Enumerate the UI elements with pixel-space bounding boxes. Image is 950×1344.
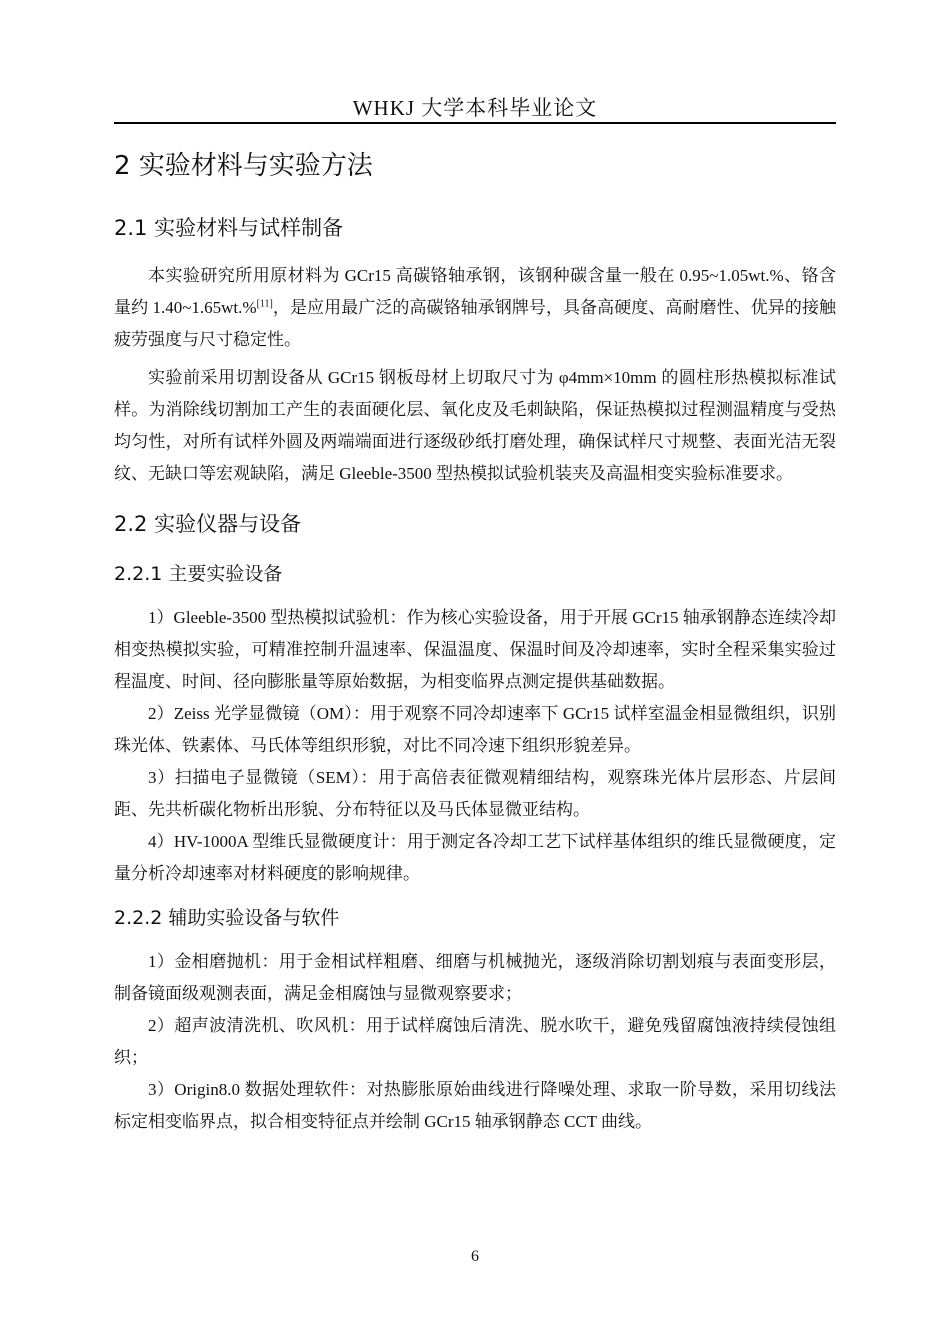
paragraph-specimen-prep: 实验前采用切割设备从 GCr15 钢板母材上切取尺寸为 φ4mm×10mm 的圆柱形热模拟标准试样。为消除线切割加工产生的表面硬化层、氧化皮及毛刺缺陷，保证热模拟过程测温精度与受热均匀性，对所有试样外圆及两端端面进行逐级砂纸打磨处理，确保试样尺寸规整、表面光洁无裂纹、无缺口等宏观缺陷，满足 Gleeble-3500 型热模拟试验机装夹及高温相变实验标准要求。 (114, 368, 836, 483)
paragraph-materials (114, 260, 836, 356)
paragraph-materials-text-b: ，是应用最广泛的高碳铬轴承钢牌号，具备高硬度、高耐磨性、优异的接触疲劳强度与尺寸稳定性。 (114, 298, 837, 349)
section-title-2-2: 2.2 实验仪器与设备 (114, 512, 302, 536)
auxiliary-item: 1）金相磨抛机：用于金相试样粗磨、细磨与机械抛光，逐级消除切割划痕与表面变形层，制备镜面级观测表面，满足金相腐蚀与显微观察要求； (114, 952, 836, 1003)
paragraph-materials-text-a: 本实验研究所用原材料为 GCr15 高碳铬轴承钢，该钢种碳含量一般在 0.95~1.05wt.%、铬含量约 1.40~1.65wt.% (114, 266, 836, 317)
auxiliary-item: 3）Origin8.0 数据处理软件：对热膨胀原始曲线进行降噪处理、求取一阶导数，采用切线法标定相变临界点，拟合相变特征点并绘制 GCr15 轴承钢静态 CCT 曲线。 (114, 1080, 836, 1131)
subsection-title-2-2-2: 2.2.2 辅助实验设备与软件 (114, 907, 340, 929)
auxiliary-item: 2）超声波清洗机、吹风机：用于试样腐蚀后清洗、脱水吹干，避免残留腐蚀液持续侵蚀组织； (114, 1016, 836, 1067)
header-rule (114, 122, 836, 124)
equipment-item: 3）扫描电子显微镜（SEM）：用于高倍表征微观精细结构，观察珠光体片层形态、片层间距、先共析碳化物析出形貌、分布特征以及马氏体显微亚结构。 (114, 768, 836, 819)
page-number: 6 (471, 1248, 479, 1265)
chapter-title: 2 实验材料与实验方法 (114, 151, 373, 181)
equipment-item: 4）HV-1000A 型维氏显微硬度计：用于测定各冷却工艺下试样基体组织的维氏显微硬度，定量分析冷却速率对材料硬度的影响规律。 (114, 832, 836, 883)
citation-ref: [11] (256, 298, 273, 310)
running-header: WHKJ 大学本科毕业论文 (352, 96, 598, 120)
equipment-item: 2）Zeiss 光学显微镜（OM）：用于观察不同冷却速率下 GCr15 试样室温金相显微组织，识别珠光体、铁素体、马氏体等组织形貌，对比不同冷速下组织形貌差异。 (114, 704, 836, 755)
page-body (114, 138, 836, 1138)
section-title-2-1: 2.1 实验材料与试样制备 (114, 216, 344, 240)
subsection-title-2-2-1: 2.2.1 主要实验设备 (114, 563, 283, 585)
equipment-item: 1）Gleeble-3500 型热模拟试验机：作为核心实验设备，用于开展 GCr15 轴承钢静态连续冷却相变热模拟实验，可精准控制升温速率、保温温度、保温时间及冷却速率，实时全程采集实验过程温度、时间、径向膨胀量等原始数据，为相变临界点测定提供基础数据。 (114, 608, 836, 691)
